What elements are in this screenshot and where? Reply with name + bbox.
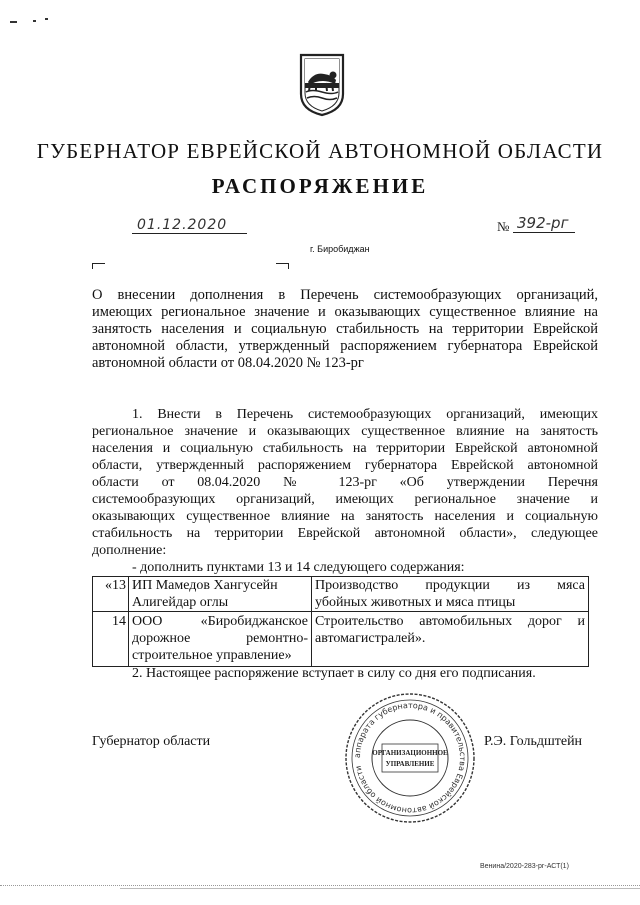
- number-prefix: №: [497, 219, 510, 234]
- body-line: населения и социальную стабильность на территории Еврейской автономной: [92, 441, 598, 456]
- coat-of-arms-icon: [298, 52, 346, 118]
- table-cell-activity: [315, 613, 585, 647]
- clause-2: 2. Настоящее распоряжение вступает в силу со дня его подписания.: [132, 666, 536, 681]
- scan-speck: [45, 18, 48, 20]
- subject: [92, 287, 598, 372]
- stamp-center-line2: УПРАВЛЕНИЕ: [385, 760, 435, 768]
- body-line: области, утвержденный распоряжением губернатора Еврейской автономной: [92, 458, 598, 473]
- table-cell-activity: [315, 577, 585, 611]
- document-number: 392-рг: [517, 214, 569, 232]
- cell-line: Строительство автомобильных дорог и: [315, 614, 585, 629]
- cell-line: Производство продукции из мяса: [315, 578, 585, 593]
- cell-line: строительное управление»: [132, 648, 292, 663]
- stamp-ring-text: аппарата губернатора и правительства Еврейской автономной области: [352, 700, 468, 816]
- body-line: области от 08.04.2020 № 123-рг «Об утверждении Перечня: [92, 475, 598, 490]
- date-underline: [132, 233, 247, 234]
- scan-speck: [33, 20, 36, 22]
- table-rule: [128, 576, 129, 667]
- body-line: стабильность на территории Еврейской автономной области», следующее: [92, 526, 598, 541]
- body-line: региональное значение и оказывающих существенное влияние на занятость: [92, 424, 598, 439]
- subject-line: имеющих региональное значение и оказывающих существенное влияние на: [92, 304, 598, 320]
- table-cell-org: [132, 613, 308, 664]
- city: г. Биробиджан: [310, 244, 370, 254]
- cell-line: ИП Мамедов Хангусейн: [132, 578, 278, 593]
- table-cell-num: «13: [105, 578, 126, 593]
- issuer-title: ГУБЕРНАТОР ЕВРЕЙСКОЙ АВТОНОМНОЙ ОБЛАСТИ: [36, 139, 604, 163]
- document-date: 01.12.2020: [137, 217, 228, 233]
- footer-code: Венина/2020-283-рг-АСТ(1): [480, 863, 569, 870]
- signatory-name: Р.Э. Гольдштейн: [484, 734, 583, 749]
- number-underline: [513, 232, 575, 233]
- scan-speck: [10, 21, 17, 23]
- clause-1: [92, 406, 598, 576]
- body-line: дополнение:: [92, 543, 167, 558]
- supplement-table: [92, 576, 589, 667]
- body-line: 1. Внести в Перечень системообразующих организаций, имеющих: [132, 407, 598, 422]
- cell-line: Алигейдар оглы: [132, 595, 229, 610]
- table-cell-org: [132, 577, 308, 611]
- body-line: оказывающих существенное влияние на занятость населения и социальную: [92, 509, 598, 524]
- subject-line: автономной области от 08.04.2020 № 123-рг: [92, 355, 364, 371]
- signatory-position: Губернатор области: [92, 734, 211, 749]
- cell-line: дорожное ремонтно-: [132, 631, 308, 646]
- cell-line: убойных животных и мяса птицы: [315, 595, 516, 610]
- table-rule: [92, 611, 589, 612]
- body-line: - дополнить пунктами 13 и 14 следующего содержания:: [132, 560, 465, 575]
- scan-edge: [120, 888, 640, 889]
- stamp-center-line1: ОРГАНИЗАЦИОННОЕ: [372, 749, 448, 757]
- scan-edge: [0, 885, 640, 886]
- document-type: РАСПОРЯЖЕНИЕ: [211, 174, 429, 198]
- corner-bracket-left: [92, 263, 105, 269]
- official-stamp-icon: [342, 690, 478, 826]
- corner-bracket-right: [276, 263, 289, 269]
- subject-line: О внесении дополнения в Перечень системообразующих организаций,: [92, 287, 598, 303]
- cell-line: автомагистралей».: [315, 631, 426, 646]
- subject-line: автономной области, утвержденный распоряжением губернатора Еврейской: [92, 338, 598, 354]
- table-rule: [311, 576, 312, 667]
- table-cell-num: 14: [112, 614, 126, 629]
- body-line: системообразующих организаций, имеющих региональное значение и: [92, 492, 598, 507]
- subject-line: занятость населения и социальную стабильность на территории Еврейской: [92, 321, 598, 337]
- cell-line: ООО «Биробиджанское: [132, 614, 308, 629]
